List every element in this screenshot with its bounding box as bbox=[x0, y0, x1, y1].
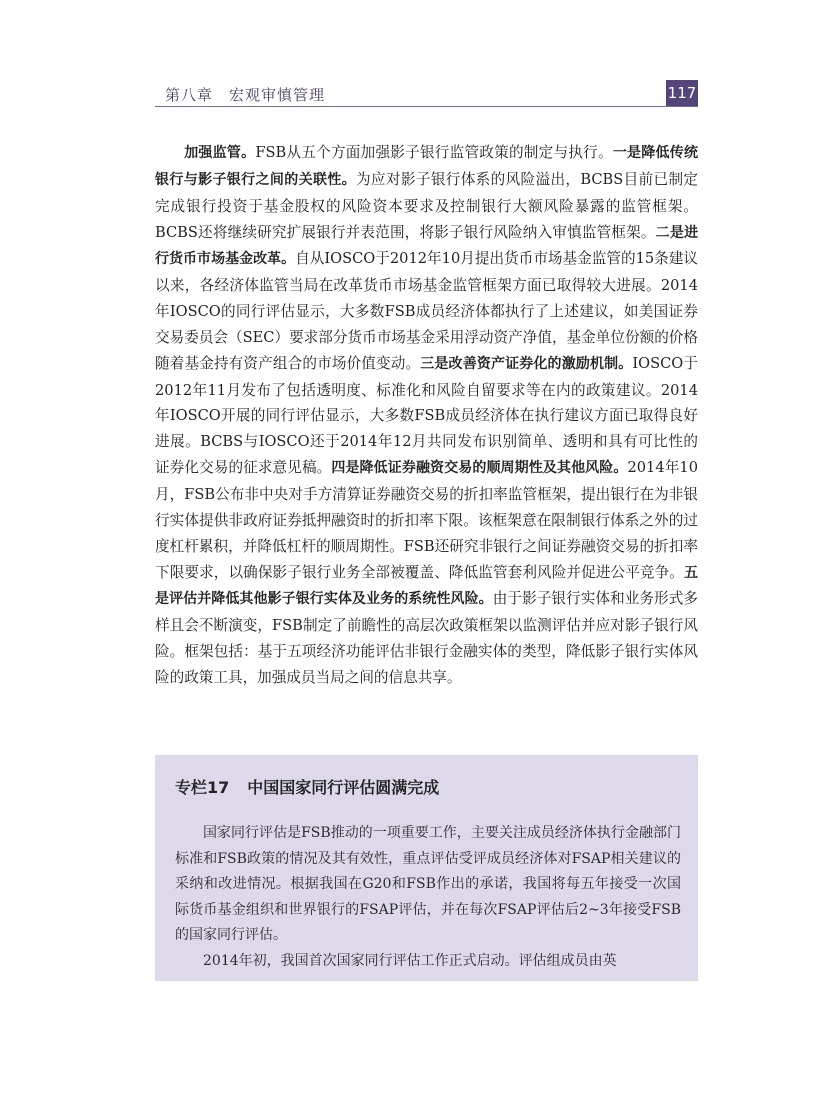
point-three-heading: 三是改善资产证券化的激励机制。 bbox=[420, 355, 633, 372]
text-run: FSB从五个方面加强影子银行监管政策的制定与执行。 bbox=[255, 144, 613, 161]
lead-heading: 加强监管。 bbox=[184, 145, 256, 161]
sidebar-body bbox=[175, 821, 681, 974]
text-run: 为应对影子银行体系的风险溢出，BCBS目前已制定完成银行投资于基金股权的风险资本要求及控制银行大额风险暴露的监管框架。BCBS还将继续研究扩展银行并表范围，将影子银行风险纳入审慎监管框架。 bbox=[155, 170, 699, 241]
chapter-title: 第八章 宏观审慎管理 bbox=[165, 86, 326, 104]
sidebar-heading bbox=[175, 775, 439, 798]
sidebar-paragraph: 国家同行评估是FSB推动的一项重要工作，主要关注成员经济体执行金融部门标准和FSB政策的情况及其有效性，重点评估受评成员经济体对FSAP相关建议的采纳和改进情况。根据我国在G20和FSB作出的承诺，我国将每五年接受一次国际货币基金组织和世界银行的FSAP评估，并在每次FSAP评估后2~3年接受FSB的国家同行评估。 bbox=[175, 825, 681, 943]
text-run: 由于影子银行实体和业务形式多样且会不断演变，FSB制定了前瞻性的高层次政策框架以监测评估并应对影子银行风险。框架包括：基于五项经济功能评估非银行金融实体的类型，降低影子银行实体风险的政策工具，加强成员当局之间的信息共享。 bbox=[155, 590, 698, 686]
text-run: 2014年10月，FSB公布非中央对手方清算证券融资交易的折扣率监管框架，提出银行在为非银行实体提供非政府证券抵押融资时的折扣率下限。该框架意在限制银行体系之外的过度杠杆累积，并降低杠杆的顺周期性。FSB还研究非银行之间证券融资交易的折扣率下限要求，以确保影子银行业务全部被覆盖、降低监管套利风险并促进公平竞争。 bbox=[155, 459, 698, 581]
sidebar-paragraph: 2014年初，我国首次国家同行评估工作正式启动。评估组成员由英 bbox=[203, 952, 617, 969]
sidebar-box bbox=[155, 755, 698, 981]
main-paragraph bbox=[155, 140, 698, 691]
sidebar-label: 专栏17 bbox=[175, 778, 230, 797]
text-run: IOSCO于2012年11月发布了包括透明度、标准化和风险自留要求等在内的政策建议。2014年IOSCO开展的同行评估显示，大多数FSB成员经济体在执行建议方面已取得良好进展。BCBS与IOSCO还于2014年12月共同发布识别简单、透明和具有可比性的证券化交易的征求意见稿。 bbox=[155, 354, 699, 477]
running-header bbox=[155, 80, 698, 108]
main-body bbox=[155, 140, 698, 691]
page-number: 117 bbox=[666, 80, 698, 107]
point-five-heading: 五是评估并降低其他影子银行实体及业务的系统性风险。 bbox=[155, 564, 698, 608]
sidebar-title: 中国国家同行评估圆满完成 bbox=[247, 778, 440, 797]
text-run: 自从IOSCO于2012年10月提出货币市场基金监管的15条建议以来，各经济体监管当局在改革货币市场基金监管框架方面已取得较大进展。2014年IOSCO的同行评估显示，大多数FSB成员经济体都执行了上述建议，如美国证券交易委员会（SEC）要求部分货币市场基金采用浮动资产净值，基金单位份额的价格随着基金持有资产组合的市场价值变动。 bbox=[155, 250, 699, 372]
point-two-heading: 二是进行货币市场基金改革。 bbox=[155, 224, 699, 268]
point-four-heading: 四是降低证券融资交易的顺周期性及其他风险。 bbox=[331, 460, 628, 477]
point-one-heading: 一是降低传统银行与影子银行之间的关联性。 bbox=[155, 145, 699, 188]
header-rule bbox=[155, 106, 698, 107]
